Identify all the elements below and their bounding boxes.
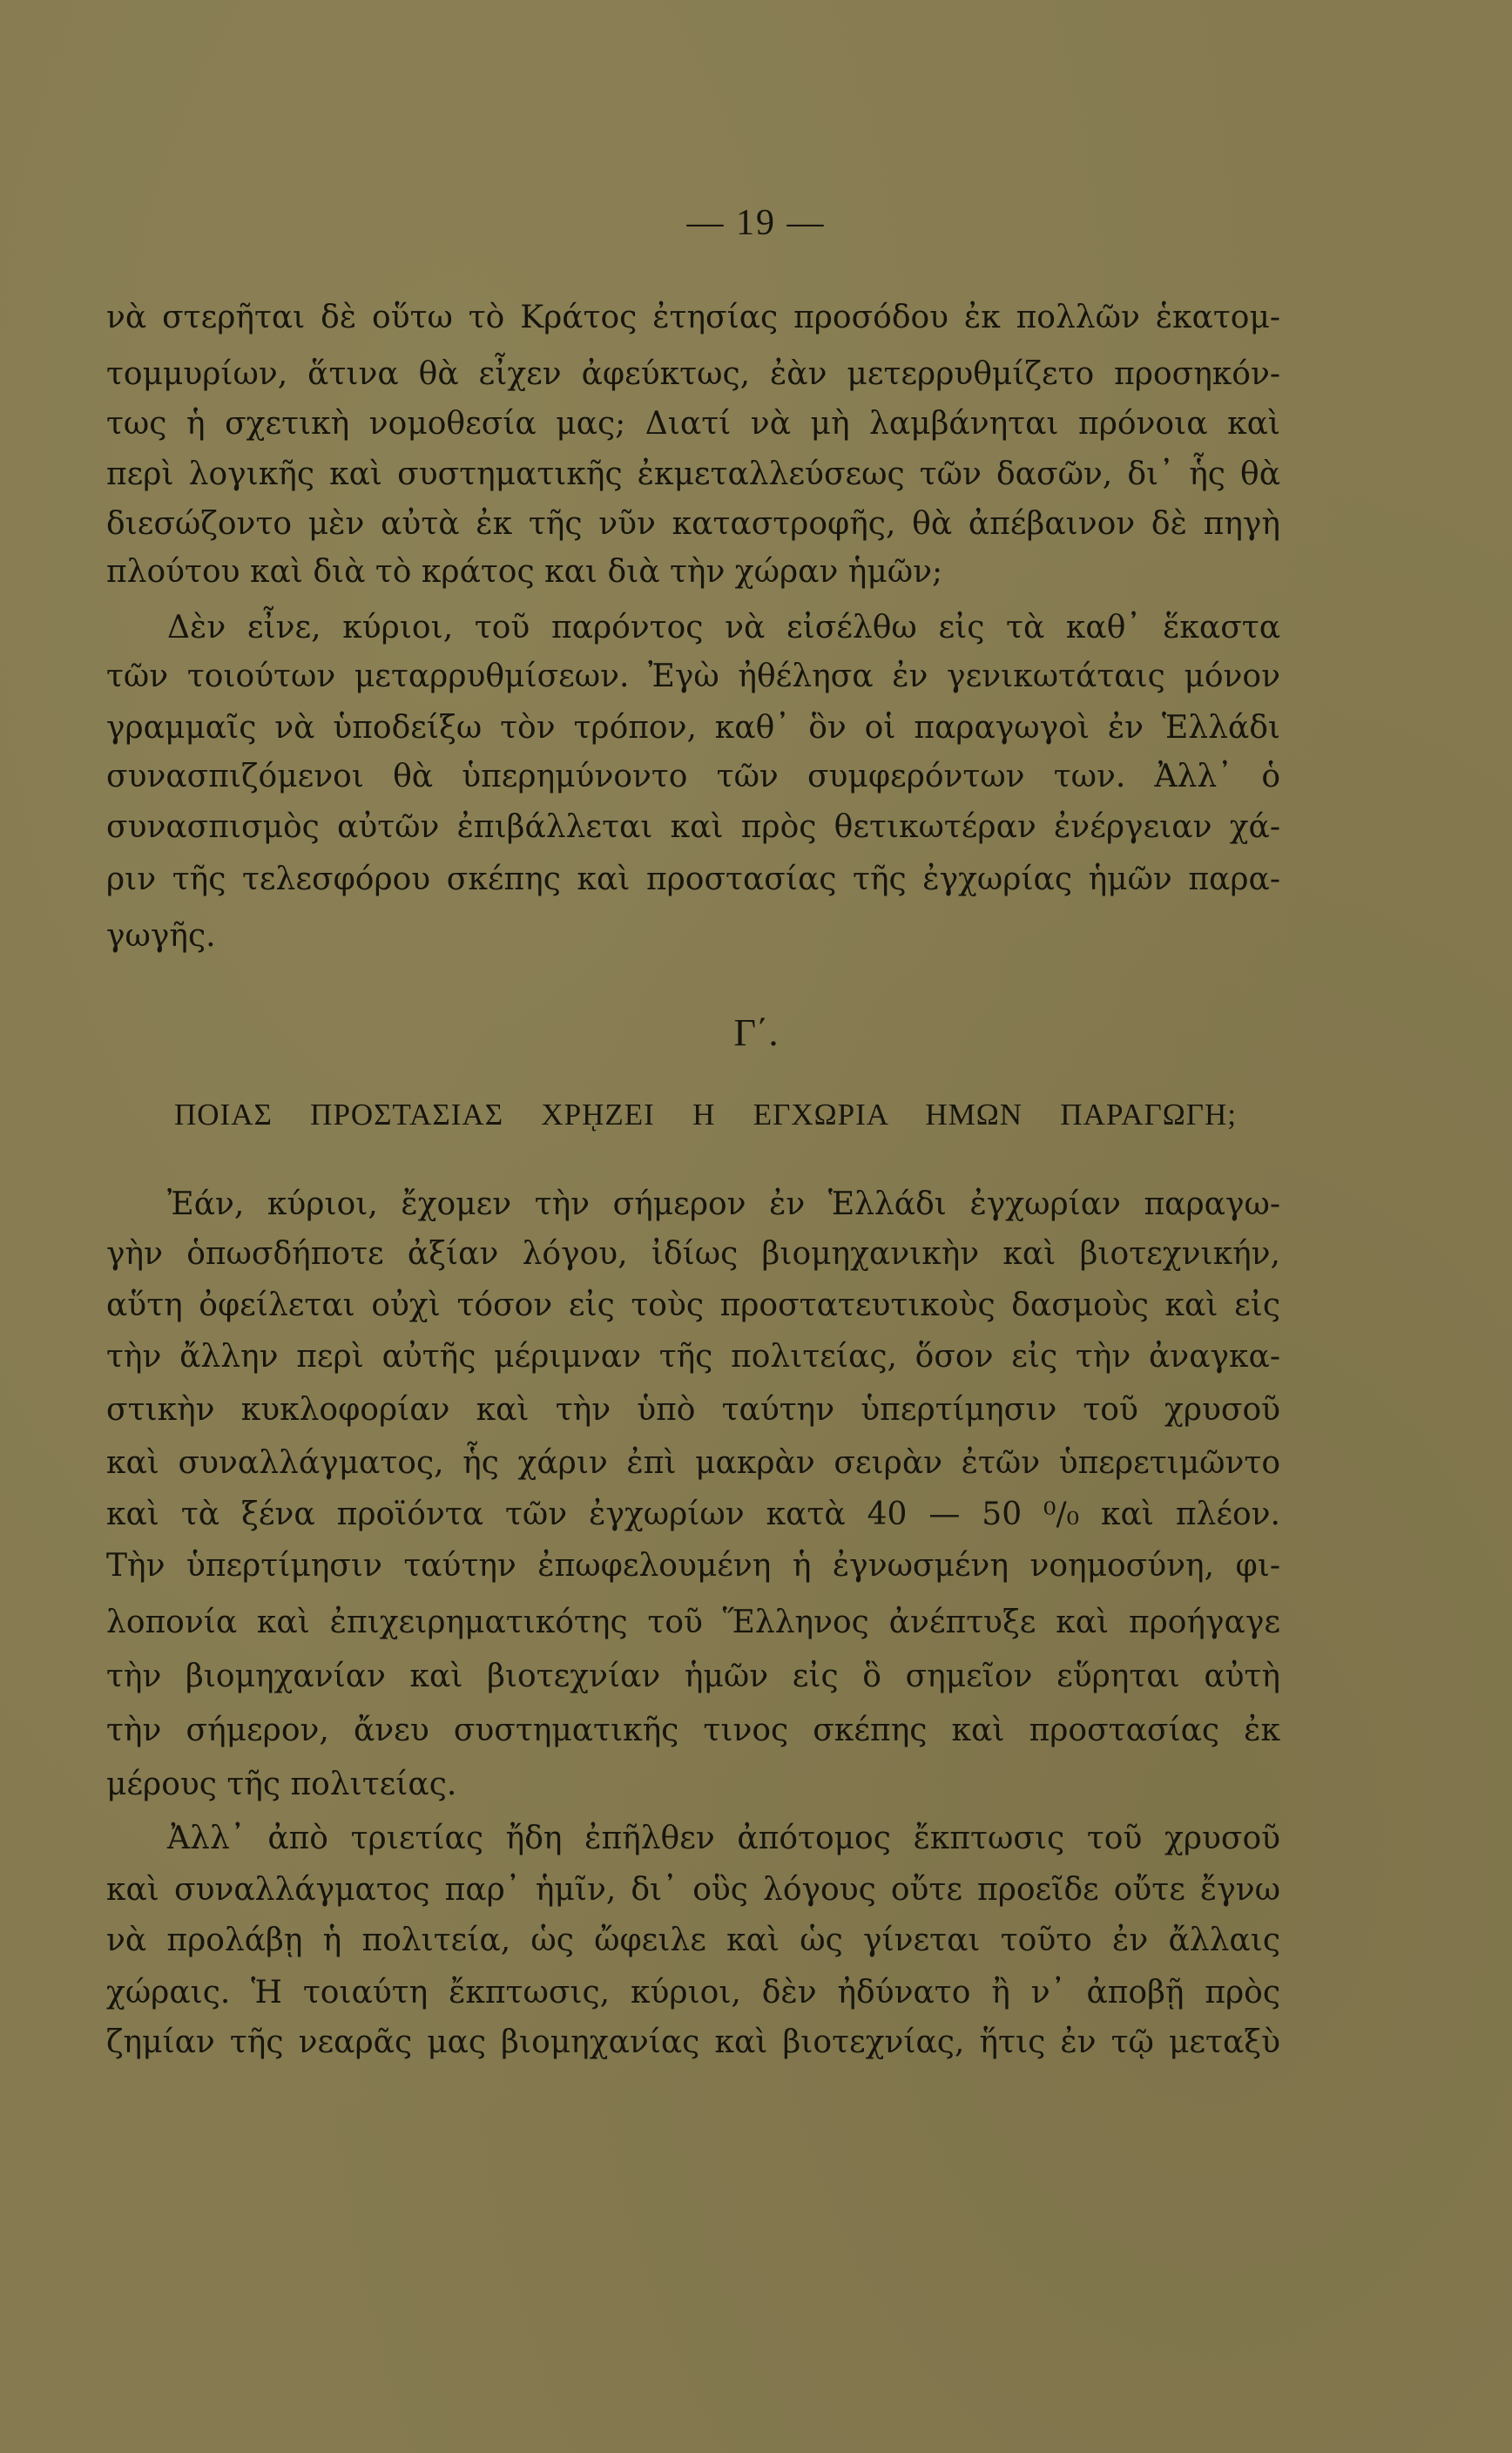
text-line: τὴν βιομηχανίαν καὶ βιοτεχνίαν ἡμῶν εἰς ὃ σημεῖον εὕρηται αὐτὴ (106, 1659, 1280, 1694)
text-line: γωγῆς. (106, 918, 216, 954)
text-line: Τὴν ὑπερτίμησιν ταύτην ἐπωφελουμένη ἡ ἐγνωσμένη νοημοσύνη, φι- (106, 1548, 1280, 1584)
text-line: Ἐάν, κύριοι, ἔχομεν τὴν σήμερον ἐν Ἑλλάδι ἐγχωρίαν παραγω- (167, 1186, 1280, 1222)
section-letter: Γ΄. (733, 1011, 779, 1054)
text-line: γὴν ὁπωσδήποτε ἀξίαν λόγου, ἰδίως βιομηχανικὴν καὶ βιοτεχνικήν, (106, 1236, 1280, 1272)
text-line: συνασπισμὸς αὐτῶν ἐπιβάλλεται καὶ πρὸς θετικωτέραν ἐνέργειαν χά- (106, 809, 1280, 845)
text-line: Ἀλλ᾽ ἀπὸ τριετίας ἤδη ἐπῆλθεν ἀπότομος ἔκπτωσις τοῦ χρυσοῦ (167, 1821, 1280, 1856)
text-line: τὴν σήμερον, ἄνευ συστηματικῆς τινος σκέπης καὶ προστασίας ἐκ (106, 1713, 1280, 1748)
text-line: τὴν ἄλλην περὶ αὐτῆς μέριμναν τῆς πολιτείας, ὅσον εἰς τὴν ἀναγκα- (106, 1339, 1280, 1375)
text-line: καὶ συναλλάγματος, ἧς χάριν ἐπὶ μακρὰν σειρὰν ἐτῶν ὑπερετιμῶντο (106, 1445, 1280, 1481)
text-line: μέρους τῆς πολιτείας. (106, 1767, 457, 1802)
text-line: διεσώζοντο μὲν αὐτὰ ἐκ τῆς νῦν καταστροφῆς, θὰ ἀπέβαινον δὲ πηγὴ (106, 506, 1280, 542)
text-line: αὕτη ὀφείλεται οὐχὶ τόσον εἰς τοὺς προστατευτικοὺς δασμοὺς καὶ εἰς (106, 1287, 1280, 1323)
text-line: τως ἡ σχετικὴ νομοθεσία μας; Διατί νὰ μὴ λαμβάνηται πρόνοια καὶ (106, 406, 1280, 442)
text-line: Δὲν εἶνε, κύριοι, τοῦ παρόντος νὰ εἰσέλθω εἰς τὰ καθ᾽ ἕκαστα (167, 610, 1280, 645)
text-line: καὶ τὰ ξένα προϊόντα τῶν ἐγχωρίων κατὰ 40 — 50 ⁰/₀ καὶ πλέον. (106, 1497, 1280, 1532)
text-line: ζημίαν τῆς νεαρᾶς μας βιομηχανίας καὶ βιοτεχνίας, ἥτις ἐν τῷ μεταξὺ (106, 2024, 1280, 2060)
text-line: συνασπιζόμενοι θὰ ὑπερημύνοντο τῶν συμφερόντων των. Ἀλλ᾽ ὁ (106, 759, 1280, 794)
text-line: καὶ συναλλάγματος παρ᾽ ἡμῖν, δι᾽ οὓς λόγους οὔτε προεῖδε οὔτε ἔγνω (106, 1872, 1280, 1908)
text-line: πλούτου καὶ διὰ τὸ κράτος και διὰ τὴν χώραν ἡμῶν; (106, 554, 943, 590)
text-line: νὰ προλάβῃ ἡ πολιτεία, ὡς ὤφειλε καὶ ὡς γίνεται τοῦτο ἐν ἄλλαις (106, 1923, 1280, 1958)
text-line: χώραις. Ἡ τοιαύτη ἔκπτωσις, κύριοι, δὲν ἠδύνατο ἢ ν᾽ ἀποβῇ πρὸς (106, 1975, 1280, 2010)
text-line: περὶ λογικῆς καὶ συστηματικῆς ἐκμεταλλεύσεως τῶν δασῶν, δι᾽ ἧς θὰ (106, 456, 1280, 492)
page-number: — 19 — (686, 203, 826, 243)
text-line: λοπονία καὶ ἐπιχειρηματικότης τοῦ Ἕλληνος ἀνέπτυξε καὶ προήγαγε (106, 1605, 1280, 1640)
text-line: τῶν τοιούτων μεταρρυθμίσεων. Ἐγὼ ἠθέλησα ἐν γενικωτάταις μόνον (106, 659, 1280, 694)
text-line: τομμυρίων, ἅτινα θὰ εἶχεν ἀφεύκτως, ἐὰν μετερρυθμίζετο προσηκόν- (106, 356, 1280, 392)
text-line: ριν τῆς τελεσφόρου σκέπης καὶ προστασίας τῆς ἐγχωρίας ἡμῶν παρα- (106, 862, 1280, 897)
section-heading: ΠΟΙΑΣ ΠΡΟΣΤΑΣΙΑΣ ΧΡῌΖΕΙ Η ΕΓΧΩΡΙΑ ΗΜΩΝ ΠΑΡΑΓΩΓΗ; (174, 1098, 1237, 1132)
text-line: νὰ στερῆται δὲ οὕτω τὸ Κράτος ἐτησίας προσόδου ἐκ πολλῶν ἑκατομ- (106, 300, 1280, 335)
text-line: γραμμαῖς νὰ ὑποδείξω τὸν τρόπον, καθ᾽ ὃν οἱ παραγωγοὶ ἐν Ἑλλάδι (106, 710, 1280, 746)
text-line: στικὴν κυκλοφορίαν καὶ τὴν ὑπὸ ταύτην ὑπερτίμησιν τοῦ χρυσοῦ (106, 1392, 1280, 1428)
